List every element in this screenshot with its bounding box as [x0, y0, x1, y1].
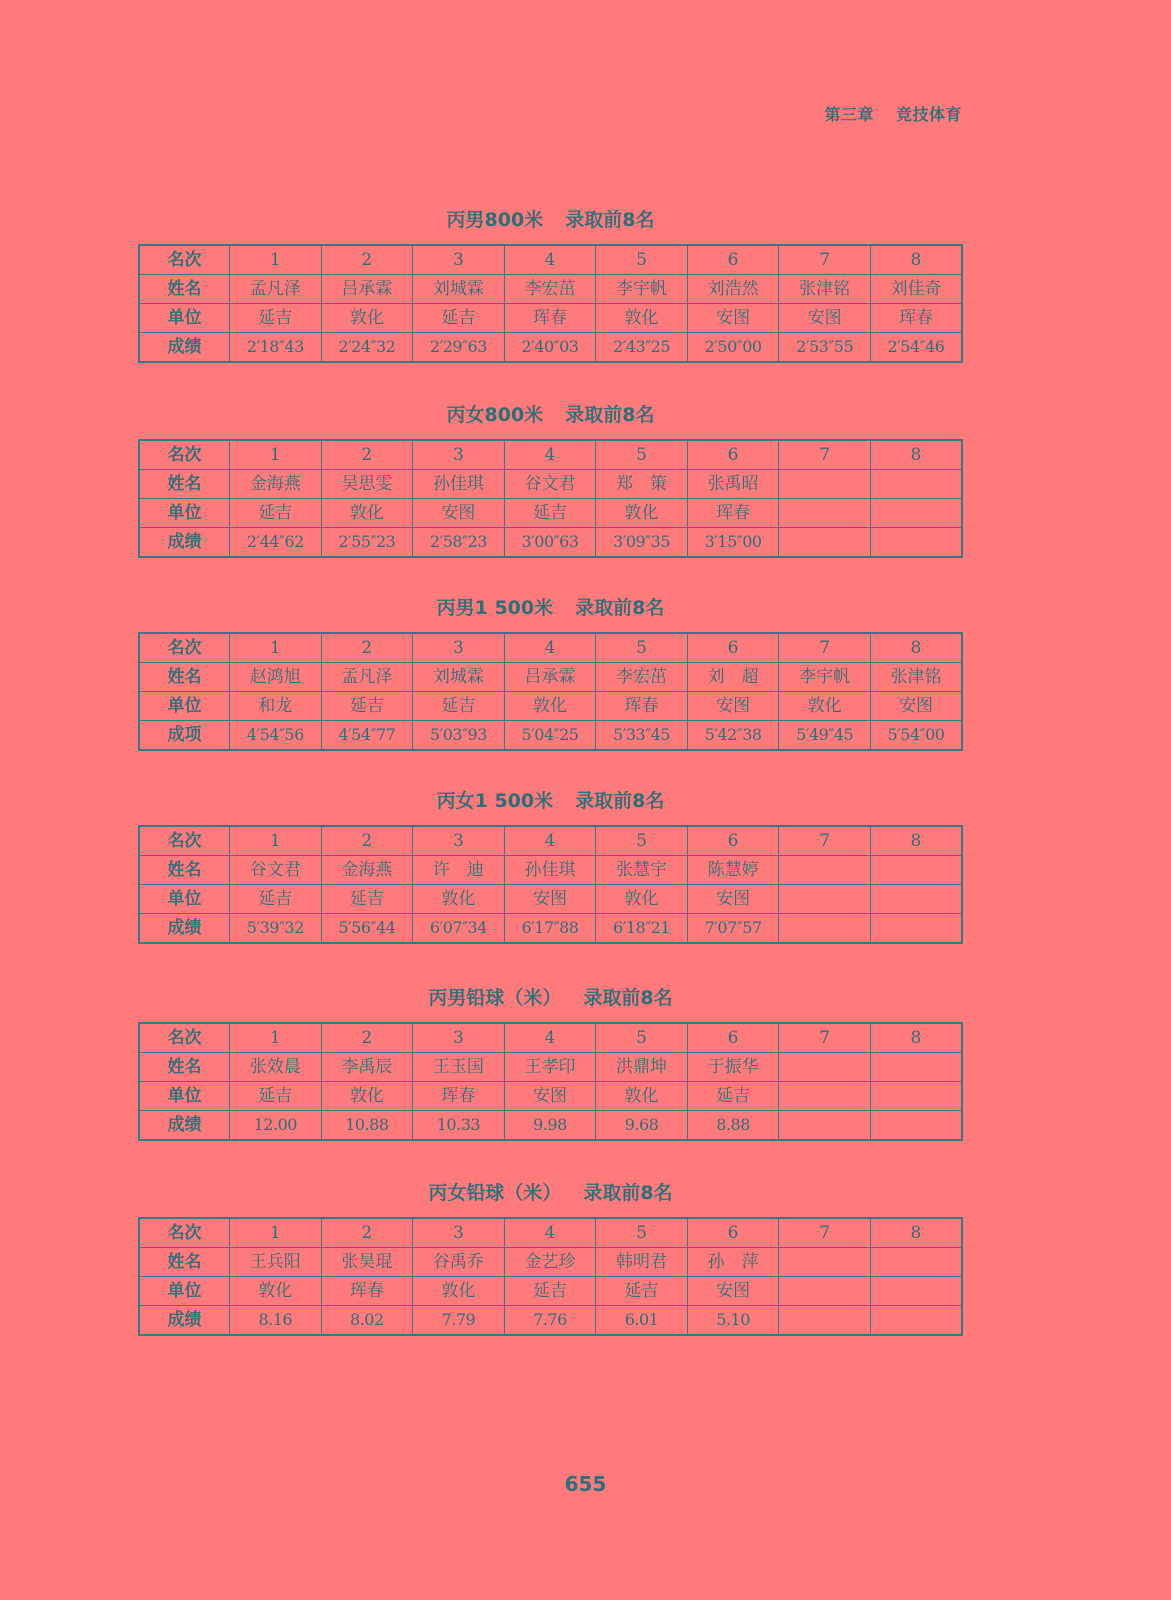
score-row [139, 914, 962, 944]
name-row [139, 470, 962, 499]
table-cell: 延吉 [413, 692, 505, 721]
results-table [138, 632, 963, 751]
row-label: 成绩 [139, 528, 230, 558]
table-cell: 6 [687, 245, 779, 275]
row-label: 名次 [139, 1023, 230, 1053]
table-cell: 延吉 [321, 692, 413, 721]
table-cell: 4′54″56 [230, 721, 322, 751]
result-block [138, 1181, 963, 1336]
results-table [138, 244, 963, 363]
table-cell: 延吉 [230, 1082, 322, 1111]
table-cell: 安图 [870, 692, 962, 721]
table-cell [779, 470, 871, 499]
table-cell: 吕承霖 [321, 275, 413, 304]
event-heading [138, 596, 963, 620]
running-header [800, 102, 962, 125]
table-cell: 李宏茁 [504, 275, 596, 304]
name-row [139, 1248, 962, 1277]
name-row [139, 275, 962, 304]
table-cell: 2′54″46 [870, 333, 962, 363]
row-label: 成绩 [139, 1111, 230, 1141]
table-cell: 韩明君 [596, 1248, 688, 1277]
table-cell: 8 [870, 826, 962, 856]
event-heading [138, 986, 963, 1010]
table-cell: 5.10 [687, 1306, 779, 1336]
event-name: 丙女1 500米 [436, 790, 554, 812]
row-label: 成绩 [139, 333, 230, 363]
table-cell: 王玉国 [413, 1053, 505, 1082]
table-cell: 8 [870, 1218, 962, 1248]
table-cell [779, 528, 871, 558]
table-cell: 5 [596, 245, 688, 275]
table-cell: 5′39″32 [230, 914, 322, 944]
table-cell: 珲春 [596, 692, 688, 721]
table-cell: 敦化 [596, 499, 688, 528]
table-cell: 4′54″77 [321, 721, 413, 751]
table-cell [870, 914, 962, 944]
table-cell: 谷文君 [504, 470, 596, 499]
table-cell: 孙佳琪 [504, 856, 596, 885]
table-cell: 敦化 [504, 692, 596, 721]
table-cell: 张津铭 [870, 663, 962, 692]
table-cell: 延吉 [504, 1277, 596, 1306]
table-cell: 洪鼎坤 [596, 1053, 688, 1082]
event-heading [138, 403, 963, 427]
table-cell: 8.16 [230, 1306, 322, 1336]
table-cell: 珲春 [321, 1277, 413, 1306]
table-cell: 3 [413, 440, 505, 470]
score-row [139, 1306, 962, 1336]
table-cell: 李宇帆 [779, 663, 871, 692]
page-number: 655 [564, 1472, 607, 1496]
table-cell: 5′03″93 [413, 721, 505, 751]
table-cell [870, 470, 962, 499]
table-cell: 2′24″32 [321, 333, 413, 363]
table-cell: 6′07″34 [413, 914, 505, 944]
table-cell: 2′40″03 [504, 333, 596, 363]
score-row [139, 1111, 962, 1141]
results-table [138, 1217, 963, 1336]
table-cell: 谷文君 [230, 856, 322, 885]
event-note: 录取前8名 [565, 209, 655, 231]
event-name: 丙男铅球（米） [428, 987, 562, 1009]
event-note: 录取前8名 [575, 597, 665, 619]
table-cell [779, 856, 871, 885]
table-cell: 于振华 [687, 1053, 779, 1082]
table-cell: 7 [779, 1023, 871, 1053]
table-cell: 赵鸿旭 [230, 663, 322, 692]
row-label: 单位 [139, 1277, 230, 1306]
table-cell: 延吉 [413, 304, 505, 333]
table-cell [779, 885, 871, 914]
table-cell: 5′49″45 [779, 721, 871, 751]
table-cell: 2 [321, 245, 413, 275]
rank-row [139, 826, 962, 856]
table-cell: 延吉 [321, 885, 413, 914]
table-cell [870, 856, 962, 885]
row-label: 单位 [139, 1082, 230, 1111]
score-row [139, 721, 962, 751]
name-row [139, 856, 962, 885]
table-cell: 延吉 [230, 499, 322, 528]
table-cell: 金海燕 [230, 470, 322, 499]
table-cell: 1 [230, 1023, 322, 1053]
table-cell: 张津铭 [779, 275, 871, 304]
table-cell: 4 [504, 633, 596, 663]
row-label: 单位 [139, 499, 230, 528]
table-cell: 延吉 [596, 1277, 688, 1306]
row-label: 成项 [139, 721, 230, 751]
table-cell: 10.88 [321, 1111, 413, 1141]
table-cell: 刘城霖 [413, 275, 505, 304]
table-cell: 12.00 [230, 1111, 322, 1141]
event-heading [138, 1181, 963, 1205]
table-cell: 3 [413, 1218, 505, 1248]
table-cell: 6.01 [596, 1306, 688, 1336]
table-cell: 7 [779, 633, 871, 663]
table-cell: 3′00″63 [504, 528, 596, 558]
table-cell: 刘城霖 [413, 663, 505, 692]
table-cell: 珲春 [870, 304, 962, 333]
table-cell [870, 1053, 962, 1082]
table-cell: 7 [779, 826, 871, 856]
table-cell: 1 [230, 826, 322, 856]
table-cell: 敦化 [321, 304, 413, 333]
unit-row [139, 885, 962, 914]
table-cell [779, 1082, 871, 1111]
table-cell: 2 [321, 1218, 413, 1248]
table-cell [779, 1111, 871, 1141]
table-cell: 3 [413, 1023, 505, 1053]
table-cell: 敦化 [230, 1277, 322, 1306]
score-row [139, 333, 962, 363]
results-table [138, 825, 963, 944]
table-cell: 4 [504, 245, 596, 275]
row-label: 单位 [139, 692, 230, 721]
table-cell: 2 [321, 826, 413, 856]
table-cell: 8 [870, 440, 962, 470]
table-cell: 敦化 [596, 1082, 688, 1111]
name-row [139, 1053, 962, 1082]
table-cell: 5 [596, 440, 688, 470]
table-cell: 4 [504, 1218, 596, 1248]
table-cell: 金海燕 [321, 856, 413, 885]
table-cell: 谷禹乔 [413, 1248, 505, 1277]
table-cell: 2′53″55 [779, 333, 871, 363]
table-cell: 陈慧婷 [687, 856, 779, 885]
table-cell: 张禹昭 [687, 470, 779, 499]
table-cell: 敦化 [413, 1277, 505, 1306]
table-cell: 珲春 [504, 304, 596, 333]
table-cell: 孙佳琪 [413, 470, 505, 499]
table-cell: 5 [596, 1023, 688, 1053]
table-cell: 5′54″00 [870, 721, 962, 751]
table-cell: 4 [504, 1023, 596, 1053]
table-cell: 7 [779, 1218, 871, 1248]
table-cell [779, 1053, 871, 1082]
table-cell: 7′07″57 [687, 914, 779, 944]
table-cell: 2′43″25 [596, 333, 688, 363]
table-cell: 3 [413, 245, 505, 275]
table-cell: 3 [413, 826, 505, 856]
table-cell [779, 499, 871, 528]
table-cell [870, 885, 962, 914]
row-label: 单位 [139, 304, 230, 333]
table-cell: 延吉 [230, 885, 322, 914]
table-cell: 安图 [687, 692, 779, 721]
unit-row [139, 1082, 962, 1111]
table-cell: 孟凡泽 [321, 663, 413, 692]
table-cell: 安图 [687, 1277, 779, 1306]
unit-row [139, 1277, 962, 1306]
table-cell: 1 [230, 1218, 322, 1248]
table-cell: 5 [596, 633, 688, 663]
table-cell: 8.02 [321, 1306, 413, 1336]
results-table [138, 1022, 963, 1141]
table-cell: 5′42″38 [687, 721, 779, 751]
row-label: 姓名 [139, 470, 230, 499]
table-cell: 吴思雯 [321, 470, 413, 499]
event-note: 录取前8名 [575, 790, 665, 812]
table-cell: 6′17″88 [504, 914, 596, 944]
table-cell [870, 528, 962, 558]
row-label: 姓名 [139, 856, 230, 885]
table-cell: 3′09″35 [596, 528, 688, 558]
table-cell: 7 [779, 245, 871, 275]
table-cell: 郑 策 [596, 470, 688, 499]
table-cell: 9.68 [596, 1111, 688, 1141]
table-cell: 7 [779, 440, 871, 470]
table-cell: 敦化 [321, 499, 413, 528]
rank-row [139, 1218, 962, 1248]
table-cell: 8.88 [687, 1111, 779, 1141]
table-cell: 敦化 [413, 885, 505, 914]
table-cell: 1 [230, 245, 322, 275]
table-cell: 延吉 [504, 499, 596, 528]
event-heading [138, 208, 963, 232]
unit-row [139, 304, 962, 333]
row-label: 名次 [139, 245, 230, 275]
table-cell: 7.76 [504, 1306, 596, 1336]
event-note: 录取前8名 [583, 1182, 673, 1204]
chapter-title: 第三章 [824, 105, 874, 124]
table-cell: 珲春 [413, 1082, 505, 1111]
table-cell: 2′50″00 [687, 333, 779, 363]
row-label: 名次 [139, 1218, 230, 1248]
table-cell: 安图 [413, 499, 505, 528]
unit-row [139, 499, 962, 528]
table-cell [779, 1277, 871, 1306]
table-cell: 8 [870, 245, 962, 275]
row-label: 单位 [139, 885, 230, 914]
table-cell: 2′18″43 [230, 333, 322, 363]
table-cell: 6 [687, 826, 779, 856]
table-cell [779, 1248, 871, 1277]
table-cell: 安图 [687, 885, 779, 914]
table-cell [870, 1248, 962, 1277]
score-row [139, 528, 962, 558]
table-cell [870, 499, 962, 528]
event-name: 丙女800米 [446, 404, 544, 426]
table-cell: 5′33″45 [596, 721, 688, 751]
unit-row [139, 692, 962, 721]
table-cell: 6 [687, 633, 779, 663]
event-name: 丙女铅球（米） [428, 1182, 562, 1204]
table-cell: 8 [870, 633, 962, 663]
table-cell: 2′55″23 [321, 528, 413, 558]
rank-row [139, 1023, 962, 1053]
rank-row [139, 633, 962, 663]
table-cell [870, 1111, 962, 1141]
table-cell: 5′04″25 [504, 721, 596, 751]
event-heading [138, 789, 963, 813]
table-cell: 许 迪 [413, 856, 505, 885]
row-label: 成绩 [139, 914, 230, 944]
table-cell [779, 914, 871, 944]
table-cell: 李宏茁 [596, 663, 688, 692]
table-cell: 6 [687, 1023, 779, 1053]
row-label: 成绩 [139, 1306, 230, 1336]
row-label: 名次 [139, 440, 230, 470]
table-cell [870, 1082, 962, 1111]
table-cell: 吕承霖 [504, 663, 596, 692]
result-block [138, 208, 963, 363]
table-cell: 3′15″00 [687, 528, 779, 558]
table-cell: 李宇帆 [596, 275, 688, 304]
table-cell: 1 [230, 440, 322, 470]
table-cell: 5 [596, 1218, 688, 1248]
table-cell: 延吉 [230, 304, 322, 333]
table-cell: 2′44″62 [230, 528, 322, 558]
result-block [138, 789, 963, 944]
table-cell: 2 [321, 440, 413, 470]
event-note: 录取前8名 [565, 404, 655, 426]
result-block [138, 403, 963, 558]
table-cell [870, 1306, 962, 1336]
table-cell: 敦化 [779, 692, 871, 721]
row-label: 姓名 [139, 275, 230, 304]
table-cell: 3 [413, 633, 505, 663]
table-cell: 张昊琨 [321, 1248, 413, 1277]
table-cell: 和龙 [230, 692, 322, 721]
table-cell: 10.33 [413, 1111, 505, 1141]
table-cell: 安图 [504, 1082, 596, 1111]
table-cell: 刘佳奇 [870, 275, 962, 304]
table-cell: 珲春 [687, 499, 779, 528]
table-cell: 延吉 [687, 1082, 779, 1111]
table-cell: 安图 [504, 885, 596, 914]
table-cell: 9.98 [504, 1111, 596, 1141]
table-cell: 李禹辰 [321, 1053, 413, 1082]
table-cell: 敦化 [321, 1082, 413, 1111]
name-row [139, 663, 962, 692]
event-name: 丙男1 500米 [436, 597, 554, 619]
table-cell: 金艺珍 [504, 1248, 596, 1277]
table-cell [779, 1306, 871, 1336]
result-block [138, 596, 963, 751]
rank-row [139, 440, 962, 470]
table-cell: 6 [687, 440, 779, 470]
row-label: 名次 [139, 633, 230, 663]
table-cell: 敦化 [596, 304, 688, 333]
table-cell: 王兵阳 [230, 1248, 322, 1277]
section-title: 竞技体育 [895, 105, 962, 124]
row-label: 姓名 [139, 1053, 230, 1082]
table-cell: 王孝印 [504, 1053, 596, 1082]
table-cell: 安图 [687, 304, 779, 333]
table-cell: 张慧宇 [596, 856, 688, 885]
table-cell: 8 [870, 1023, 962, 1053]
table-cell: 刘浩然 [687, 275, 779, 304]
table-cell [870, 1277, 962, 1306]
table-cell: 2 [321, 633, 413, 663]
table-cell: 安图 [779, 304, 871, 333]
table-cell: 2 [321, 1023, 413, 1053]
table-cell: 1 [230, 633, 322, 663]
table-cell: 孙 萍 [687, 1248, 779, 1277]
table-cell: 6′18″21 [596, 914, 688, 944]
result-block [138, 986, 963, 1141]
table-cell: 张效晨 [230, 1053, 322, 1082]
table-cell: 2′58″23 [413, 528, 505, 558]
table-cell: 4 [504, 440, 596, 470]
table-cell: 刘 超 [687, 663, 779, 692]
table-cell: 6 [687, 1218, 779, 1248]
row-label: 姓名 [139, 1248, 230, 1277]
row-label: 姓名 [139, 663, 230, 692]
table-cell: 4 [504, 826, 596, 856]
event-note: 录取前8名 [583, 987, 673, 1009]
rank-row [139, 245, 962, 275]
table-cell: 2′29″63 [413, 333, 505, 363]
row-label: 名次 [139, 826, 230, 856]
table-cell: 5′56″44 [321, 914, 413, 944]
table-cell: 7.79 [413, 1306, 505, 1336]
table-cell: 敦化 [596, 885, 688, 914]
event-name: 丙男800米 [446, 209, 544, 231]
results-table [138, 439, 963, 558]
table-cell: 孟凡泽 [230, 275, 322, 304]
table-cell: 5 [596, 826, 688, 856]
